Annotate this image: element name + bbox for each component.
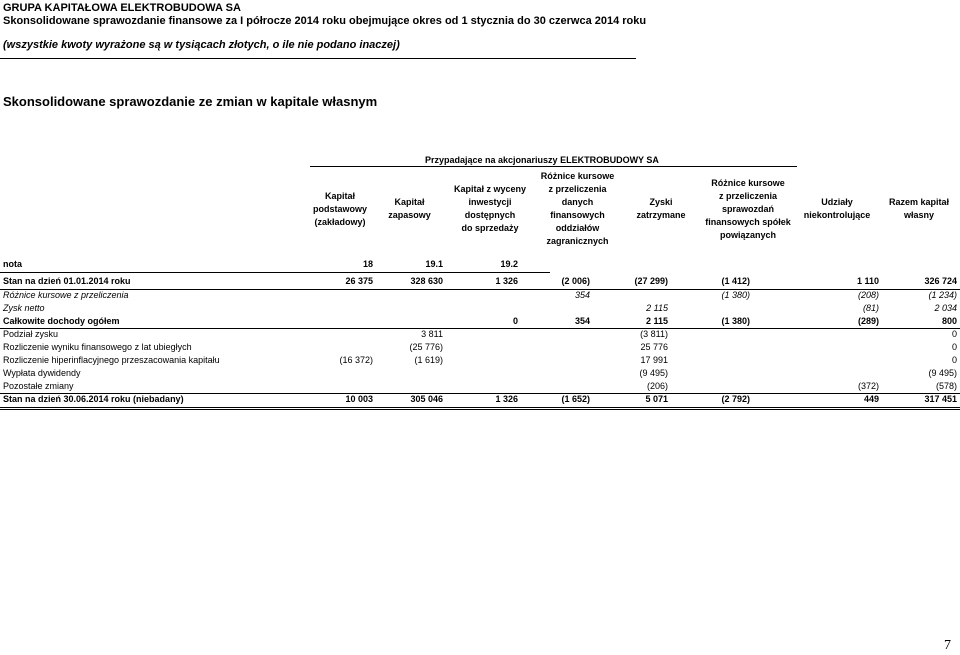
- cell-col-5: (206): [646, 381, 668, 391]
- cell-col-8: 326 724: [924, 276, 957, 286]
- cell-col-7: (81): [862, 303, 879, 313]
- nota-col-3: 19.2: [500, 259, 518, 269]
- cell-col-1: (16 372): [339, 355, 373, 365]
- statement-title: Skonsolidowane sprawozdanie ze zmian w kapitale własnym: [3, 94, 378, 109]
- cell-col-6: (1 412): [721, 276, 750, 286]
- column-header-6: Różnice kursowe z przeliczenia sprawozdań finansowych spółek powiązanych: [705, 177, 791, 240]
- cell-col-5: (3 811): [640, 329, 668, 339]
- column-header-4: Różnice kursowe z przeliczenia danych finansowych oddziałów zagranicznych: [540, 171, 615, 246]
- cell-col-1: 26 375: [345, 276, 373, 286]
- row-label: Pozostałe zmiany: [3, 381, 74, 391]
- cell-col-5: 25 776: [640, 342, 668, 352]
- table-bottom-rule: [0, 407, 960, 408]
- row-label: Podział zysku: [3, 329, 59, 339]
- column-header-5: Zyski zatrzymane: [636, 197, 686, 220]
- column-header-7: Udziały niekontrolujące: [803, 197, 871, 220]
- cell-col-7: (372): [857, 381, 879, 391]
- cell-col-8: (1 234): [928, 290, 957, 300]
- table-row: [0, 329, 960, 342]
- cell-col-1: 10 003: [345, 394, 373, 404]
- cell-col-4: (2 006): [561, 276, 590, 286]
- cell-col-3: 1 326: [495, 394, 518, 404]
- page-number: 7: [944, 638, 951, 653]
- row-label: Stan na dzień 30.06.2014 roku (niebadany): [3, 394, 184, 404]
- table-row: [0, 290, 960, 303]
- cell-col-8: 0: [951, 355, 957, 365]
- row-label: Rozliczenie hiperinflacyjnego przeszacowania kapitału: [3, 355, 220, 365]
- row-label: Różnice kursowe z przeliczenia: [3, 290, 129, 300]
- row-label: Stan na dzień 01.01.2014 roku: [3, 276, 131, 286]
- row-label: Całkowite dochody ogółem: [3, 316, 120, 326]
- group-header-rule: [310, 166, 797, 167]
- header-divider: [0, 58, 636, 59]
- cell-col-8: 0: [951, 329, 957, 339]
- cell-col-5: (27 299): [634, 276, 668, 286]
- row-rule: [0, 289, 960, 290]
- cell-col-7: (208): [857, 290, 879, 300]
- cell-col-3: 1 326: [495, 276, 518, 286]
- table-row: [0, 394, 960, 407]
- table-row: [0, 342, 960, 355]
- cell-col-5: 2 115: [645, 316, 668, 326]
- cell-col-7: 1 110: [856, 276, 879, 286]
- column-header-1: Kapitał podstawowy (zakładowy): [312, 190, 367, 227]
- cell-col-2: (1 619): [414, 355, 443, 365]
- cell-col-5: 2 115: [646, 303, 668, 313]
- nota-label: nota: [3, 259, 22, 269]
- row-rule: [0, 393, 960, 394]
- cell-col-6: (2 792): [721, 394, 750, 404]
- cell-col-4: 354: [574, 316, 590, 326]
- nota-col-2: 19.1: [425, 259, 443, 269]
- cell-col-5: (9 495): [639, 368, 668, 378]
- nota-col-1: 18: [362, 259, 373, 269]
- cell-col-4: 354: [574, 290, 590, 300]
- cell-col-4: (1 652): [561, 394, 590, 404]
- table-row: [0, 355, 960, 368]
- report-title: Skonsolidowane sprawozdanie finansowe za I półrocze 2014 roku obejmujące okres od 1 stycznia do 30 czerwca 2014 roku: [3, 15, 647, 27]
- cell-col-7: 449: [863, 394, 879, 404]
- table-row: [0, 303, 960, 316]
- cell-col-2: 305 046: [410, 394, 443, 404]
- cell-col-8: 317 451: [924, 394, 957, 404]
- nota-rule: [0, 272, 550, 273]
- table-row: [0, 276, 960, 289]
- column-header-3: Kapitał z wyceny inwestycji dostępnych do sprzedaży: [453, 184, 527, 233]
- row-rule: [0, 328, 960, 329]
- company-name: GRUPA KAPITAŁOWA ELEKTROBUDOWA SA: [3, 2, 241, 14]
- cell-col-8: (578): [935, 381, 957, 391]
- cell-col-2: (25 776): [409, 342, 443, 352]
- cell-col-6: (1 380): [721, 290, 750, 300]
- table-bottom-rule: [0, 409, 960, 410]
- cell-col-5: 5 071: [645, 394, 668, 404]
- cell-col-2: 3 811: [421, 329, 443, 339]
- row-label: Wypłata dywidendy: [3, 368, 81, 378]
- cell-col-3: 0: [512, 316, 518, 326]
- cell-col-8: 2 034: [934, 303, 957, 313]
- cell-col-2: 328 630: [410, 276, 443, 286]
- group-header: Przypadające na akcjonariuszy ELEKTROBUDOWY SA: [425, 155, 659, 165]
- table-row: [0, 368, 960, 381]
- cell-col-5: 17 991: [640, 355, 668, 365]
- amounts-note: (wszystkie kwoty wyrażone są w tysiącach złotych, o ile nie podano inaczej): [3, 39, 400, 51]
- row-label: Rozliczenie wyniku finansowego z lat ubiegłych: [3, 342, 192, 352]
- column-header-2: Kapitał zapasowy: [388, 197, 431, 220]
- cell-col-8: 0: [951, 342, 957, 352]
- cell-col-6: (1 380): [721, 316, 750, 326]
- column-header-8: Razem kapitał własny: [888, 197, 950, 220]
- row-label: Zysk netto: [3, 303, 45, 313]
- cell-col-8: 800: [941, 316, 957, 326]
- cell-col-8: (9 495): [928, 368, 957, 378]
- cell-col-7: (289): [857, 316, 879, 326]
